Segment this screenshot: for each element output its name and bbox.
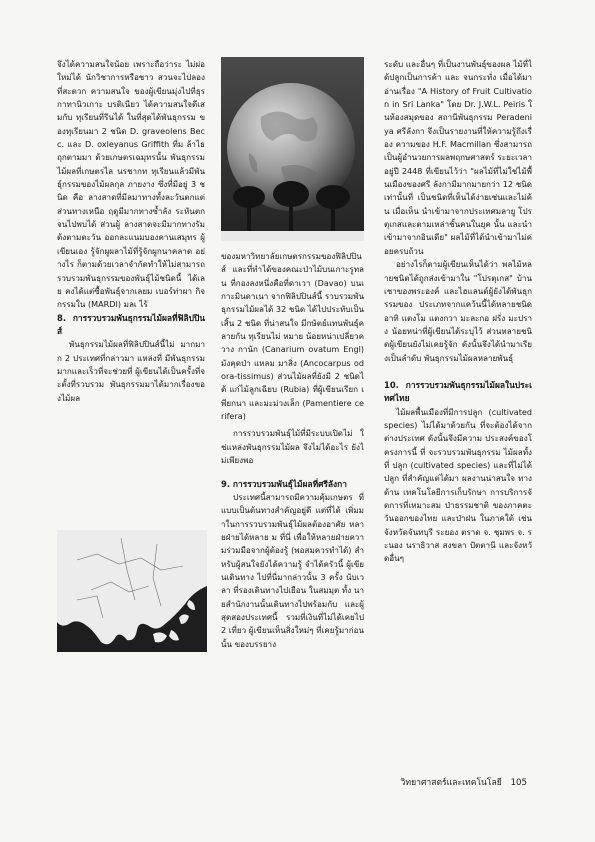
paragraph: อย่างไรก็ตามผู้เขียนเห็นได้ว่า พลไม้หลายชนิดได้ถูกส่งเข้ามาใน "โปรตุเกส" บ้านเชาของพระองค์ และไฮแลนด์ผู้ยังได้พันธุกรรมของ ประเภทจากแคว้นนี้ได้หลายชนิด อาทิ แตงโม แตงกวา มะละกอ ฝรั่ง มะปราง น้อยหน่าที่ผู้เขียนได้ระบุไว้ ส่วนหลายชนิดผู้เขียนยังไม่เคยรู้จัก ดังนั้นจึงได้นำมาเรียงเป็นลำดับ พันธุกรรมไม้ผลหลายพันธุ์ [384,259,532,363]
section-heading-8: 8. การรวบรวมพันธุกรรมไม้ผลที่ฟิลิปปินส์ [57,312,205,336]
paragraph: ระดับ และอื่นๆ ที่เป็นงานพันธุ์ของผล ไม้ที่ได้ปลูกเป็นการค้า และ จนกระทั่ง เมื่อได้มาอ่านเรื่อง "A History of Fruit Cultivation in Sri Lanka" โดย Dr. J.W.L. Peiris ในห้องสมุดของ สถานีพันธุกรรม Peradeniya ศรีลังกา จึงเป็นรายงานที่ให้ความรู้ถึงเรื่อง ความของ H.F. Macmillan ซึ่งสามารถ เป็นผู้อำนวยการผลพฤกษศาสตร์ ระยะเวลาอยู่ปี 2448 ที่เขียนไว้ว่า "ผลไม้ที่ไม่ใช่ไม้พื้นเมืองของศรี ลังกามีมากมายกว่า 12 ชนิดเท่านั้นที่ เป็นชนิดที่เห็นได้ง่ายเช่นและไม่ค้น เมื่อเห็น นำเข้ามาจากประเทศมลายู โปรตุเกสและตามเหล่าชั้นคนในยุค นั้น และนำเข้ามาจากอินเดีย" ผลไม้ที่ได้นำเข้ามาไม่ค่อยครบถ้วน [384,59,532,256]
paragraph: จึงได้ความสนใจน้อย เพราะถือว่าระ ไม่ผ่อใหม่ได้ นักวิชาการหรือชาว สวนจะไปลองที่สะดวก ความสนใจ ของผู้เขียนมุ่งไปที่ธุรกาทานิวเกาะ บรติเนียว ได้ความสนใจดีเสมกับ ทุเรียนที่รีนได้ ในที่สุดได้พันธุกรรม ของทุเรียนมา 2 ชนิด D. graveolens Becc. และ D. oxleyanus Griffith ที่ม ล้าไธ ถุกตามมา ด้วยเกษตรเฉมุทรนั้น พันธุกรรมไม้ผลที่เกษตรไล นรชากท ทุเรียนแล้วมีพันธุ์กรรมของไม้ผลกุล ภายงาง ซึ่งที่มีอยู่ 3 ชนิด คือ ลางสาดที่มีลมาทางทั้งละวันตกแต่ ส่วนทางเหนือ ฤดูมีมากทางซ้ำลัง ระหันตกจนไปพบได้ ส่วนผู้ ลางสาดจะมีมากทางรัมด้งตามตะวัน ออกละแนมบองคานเสมุทร ผู้เขียนเอง รู้จักผูผลาไม้ที่รู้จักผูกนาคลาด อย่างไร ก็ตามด้วยเวลาจำกัดทำให้ไม่สามารถ รวบรวมพันธุกรรมของพันธุ์ไม้ชนิดนี้ ได้เลย คงได้แต่ซื้อพันธุ์จากเลยม เบอร์ท่าผา กิจกรรมใน (MARDI) มลเ ไร้ [57,59,205,310]
paragraph: การรวบรวมพันธุ์ไม้ที่มีระบบเปิดไม่ ใช่แหล่งพันธุกรรมไม้ผล จึงไม่ได้อะไร ยังไม่เพียงพอ [221,428,364,466]
page-number: 105 [510,778,527,788]
globe-trees-illustration [221,57,364,241]
paragraph: ของมหาวิทยาลัยเกษตรกรรมของฟิลิปปินส์ และที่ทำได้ของคณะป่าไม้บนเกาะรูทลน ที่กองลงหนึ่งคือที่ดาเวา (Davao) บนเกาะมินดาเนา จากฟิลิปปินส์นี้ รวบรวมพันธุกรรมไม้ผลได้ 32 ชนิด ได้ไปประทับเป็นเสิ้น 2 ชนิด ที่น่าสนใจ มีกษัตย์แทนพันธุ์คลายกัน ทุเรียนไม่ หมาย น้อยหน่าเปลี่ยวควาง กานัก (Canarium ovatum Engl) มังคุดป่า แหลม มาสิ่ง (Ancocarpus odora-tissimus) ส่วนไม้ผลที่ยังมี 2 ชนิดได้ แก่ไม้ลูกเฉียบ (Rubia) ที่ผู้เขียนเรียก เพียกนา และมะม่วงเล็ก (Pamentiere cerifera) [221,251,364,422]
column-3 [384,58,532,566]
column-2 [221,250,364,651]
column-1 [57,58,205,405]
page-footer [401,775,527,789]
section-heading-9: 9. การรวบรวมพันธุ์ไม้ผลที่ศรีลังกา [221,478,347,489]
paragraph: ไม้ผลพื้นเมืองที่มีการปลูก (cultivated species) ไม่ได้มาด้วยกัน ที่จะต้องได้จากต่างประเทศ ดังนั้นจึงมีความ ประสงค์ของโครงการนี้ ที่ จะรวบรวมพันธุกรรม ไม้ผลทั้งที่ ปลูก (cultivated species) และที่ไม่ได้ปลูก ที่สำคัญแต่ได้มา ผลงานน่าสนใจ ทางด้าน เทคโนโลยีการเก็บรักษา การบริการจัดการที่เหมาะสม ป่าธรรมชาติ ของภาคตะวันออกของไทย และป่าฝน ในภาคใต้ เช่น จังหวัดจันทบุรี ระยอง ตราด จ. ชุมพร จ. ระนอง นราธิวาส สงขลา ปัตตานี และจังหวัดอื่นๆ [384,406,532,564]
paragraph: พันธุกรรมไม้ผลที่ฟิลิปปินส์นี้ไม่ มากมาก 2 ประเทศที่กล่าวมา แหล่งที่ มีพันธุกรรมมากและเร็วที่จะช่วยที่ ผู้เขียนได้เป็นครั้งที่จะตั้งที่รวบรวม พันธุกรรมมาได้มากเรื่องของไม้ผล [57,339,205,403]
asia-map [57,530,207,652]
section-heading-10: 10. การรวบรวมพันธุกรรมไม้ผลในประเทศไทย [384,379,532,404]
journal-title: วิทยาศาสตร์และเทคโนโลยี [400,778,502,788]
paragraph: ประเทศนี้สามารถมีความคุ้มเกษตร ที่แบบเป็นต้นทางสำคัญอยู่ดี แต่ที่ได้ เพิ่มมาในการรวบรวมพันธุ์ไม้ผลต้องอาศัย หลายฝ่ายได้หลาย ม ที่นี่ เพื่อให้หลายฝ่ายความร่วมมือจากผู้ต้องรู้ (พอสมควรทำได้) สำหรับผู้สนใจยังได้ความรู้ จำได้ครัวนี้ ผู้เขียนเดินทาง ไปที่นี่มากล่าวนั้น 3 ครั้ง นับเวลา ที่รองเดินทางไปเยือน ในสมมุต ทั้ง นายสำนักงานนั้นเดินทางไปพร้อมกับ และผู้สุดสองประเทศนี้ รวมที่เงินที่ไม่ได้เคยไป 2 เที่ยว ผู้เขียนเห็นสิ่งใหม่ๆ ที่เคยรู้มาก่อนนั้น ของบรรยาง [221,491,364,649]
